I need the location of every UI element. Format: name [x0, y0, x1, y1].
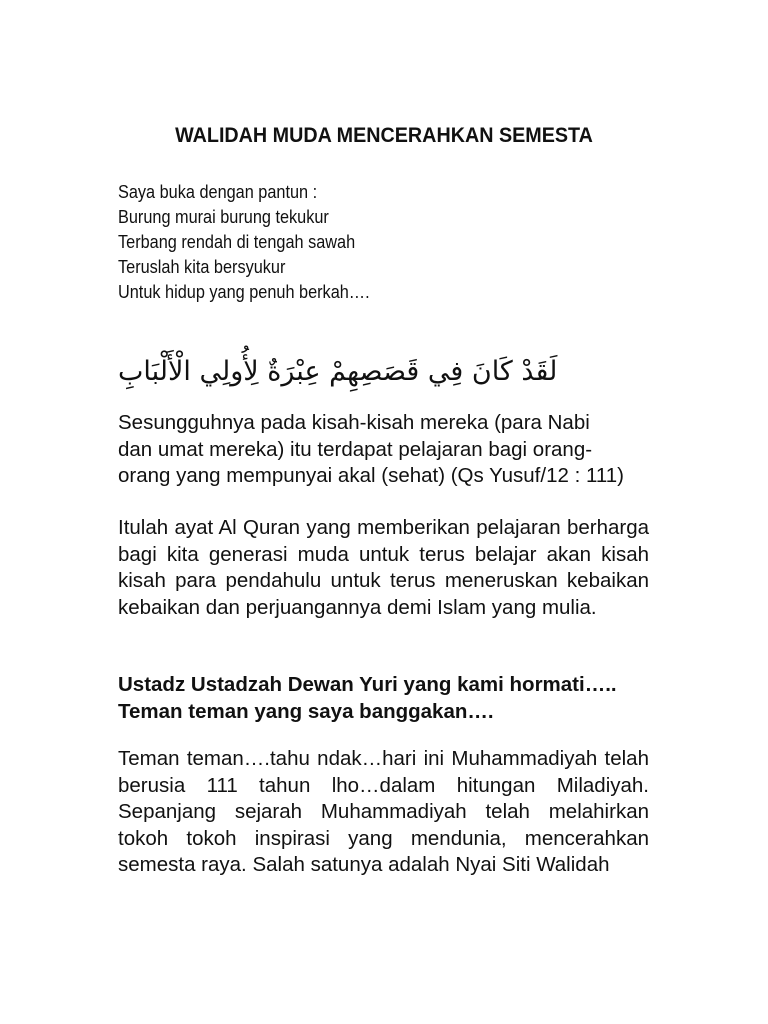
- greeting-line: Teman teman yang saya banggakan….: [118, 699, 494, 723]
- pantun-line: Untuk hidup yang penuh berkah….: [118, 281, 370, 302]
- paragraph-itulah: Itulah ayat Al Quran yang memberikan pelajaran berharga bagi kita generasi muda untuk terus belajar akan kisah kisah para pendahulu untuk terus meneruskan kebaikan kebaikan dan perjuangannya demi Islam yang mulia.: [118, 516, 649, 619]
- verse-translation: [118, 410, 649, 490]
- translation-line: orang yang mempunyai akal (sehat) (Qs Yusuf/12 : 111): [118, 464, 624, 487]
- arabic-verse-block: [118, 352, 648, 392]
- translation-line: Sesungguhnya pada kisah-kisah mereka (para Nabi: [118, 411, 590, 434]
- greeting-line: Ustadz Ustadzah Dewan Yuri yang kami hormati…..: [118, 673, 617, 696]
- arabic-verse: لَقَدْ كَانَ فِي قَصَصِهِمْ عِبْرَةٌ لِأُولِي الْأَلْبَابِ: [118, 356, 558, 387]
- pantun-line: Saya buka dengan pantun :: [118, 181, 318, 202]
- document-title: WALIDAH MUDA MENCERAHKAN SEMESTA: [175, 124, 593, 147]
- pantun-line: Burung murai burung tekukur: [118, 206, 329, 227]
- paragraph-teman: Teman teman….tahu ndak…hari ini Muhammadiyah telah berusia 111 tahun lho…dalam hitungan Miladiyah. Sepanjang sejarah Muhammadiyah telah melahirkan tokoh tokoh inspirasi yang mendunia, mencerahkan semesta raya. Salah satunya adalah Nyai Siti Walidah: [118, 747, 649, 876]
- pantun-block: [118, 179, 488, 304]
- pantun-line: Terbang rendah di tengah sawah: [118, 231, 356, 252]
- greeting-block: [118, 672, 649, 725]
- pantun-line: Teruslah kita bersyukur: [118, 256, 286, 277]
- translation-line: dan umat mereka) itu terdapat pelajaran bagi orang-: [118, 437, 593, 461]
